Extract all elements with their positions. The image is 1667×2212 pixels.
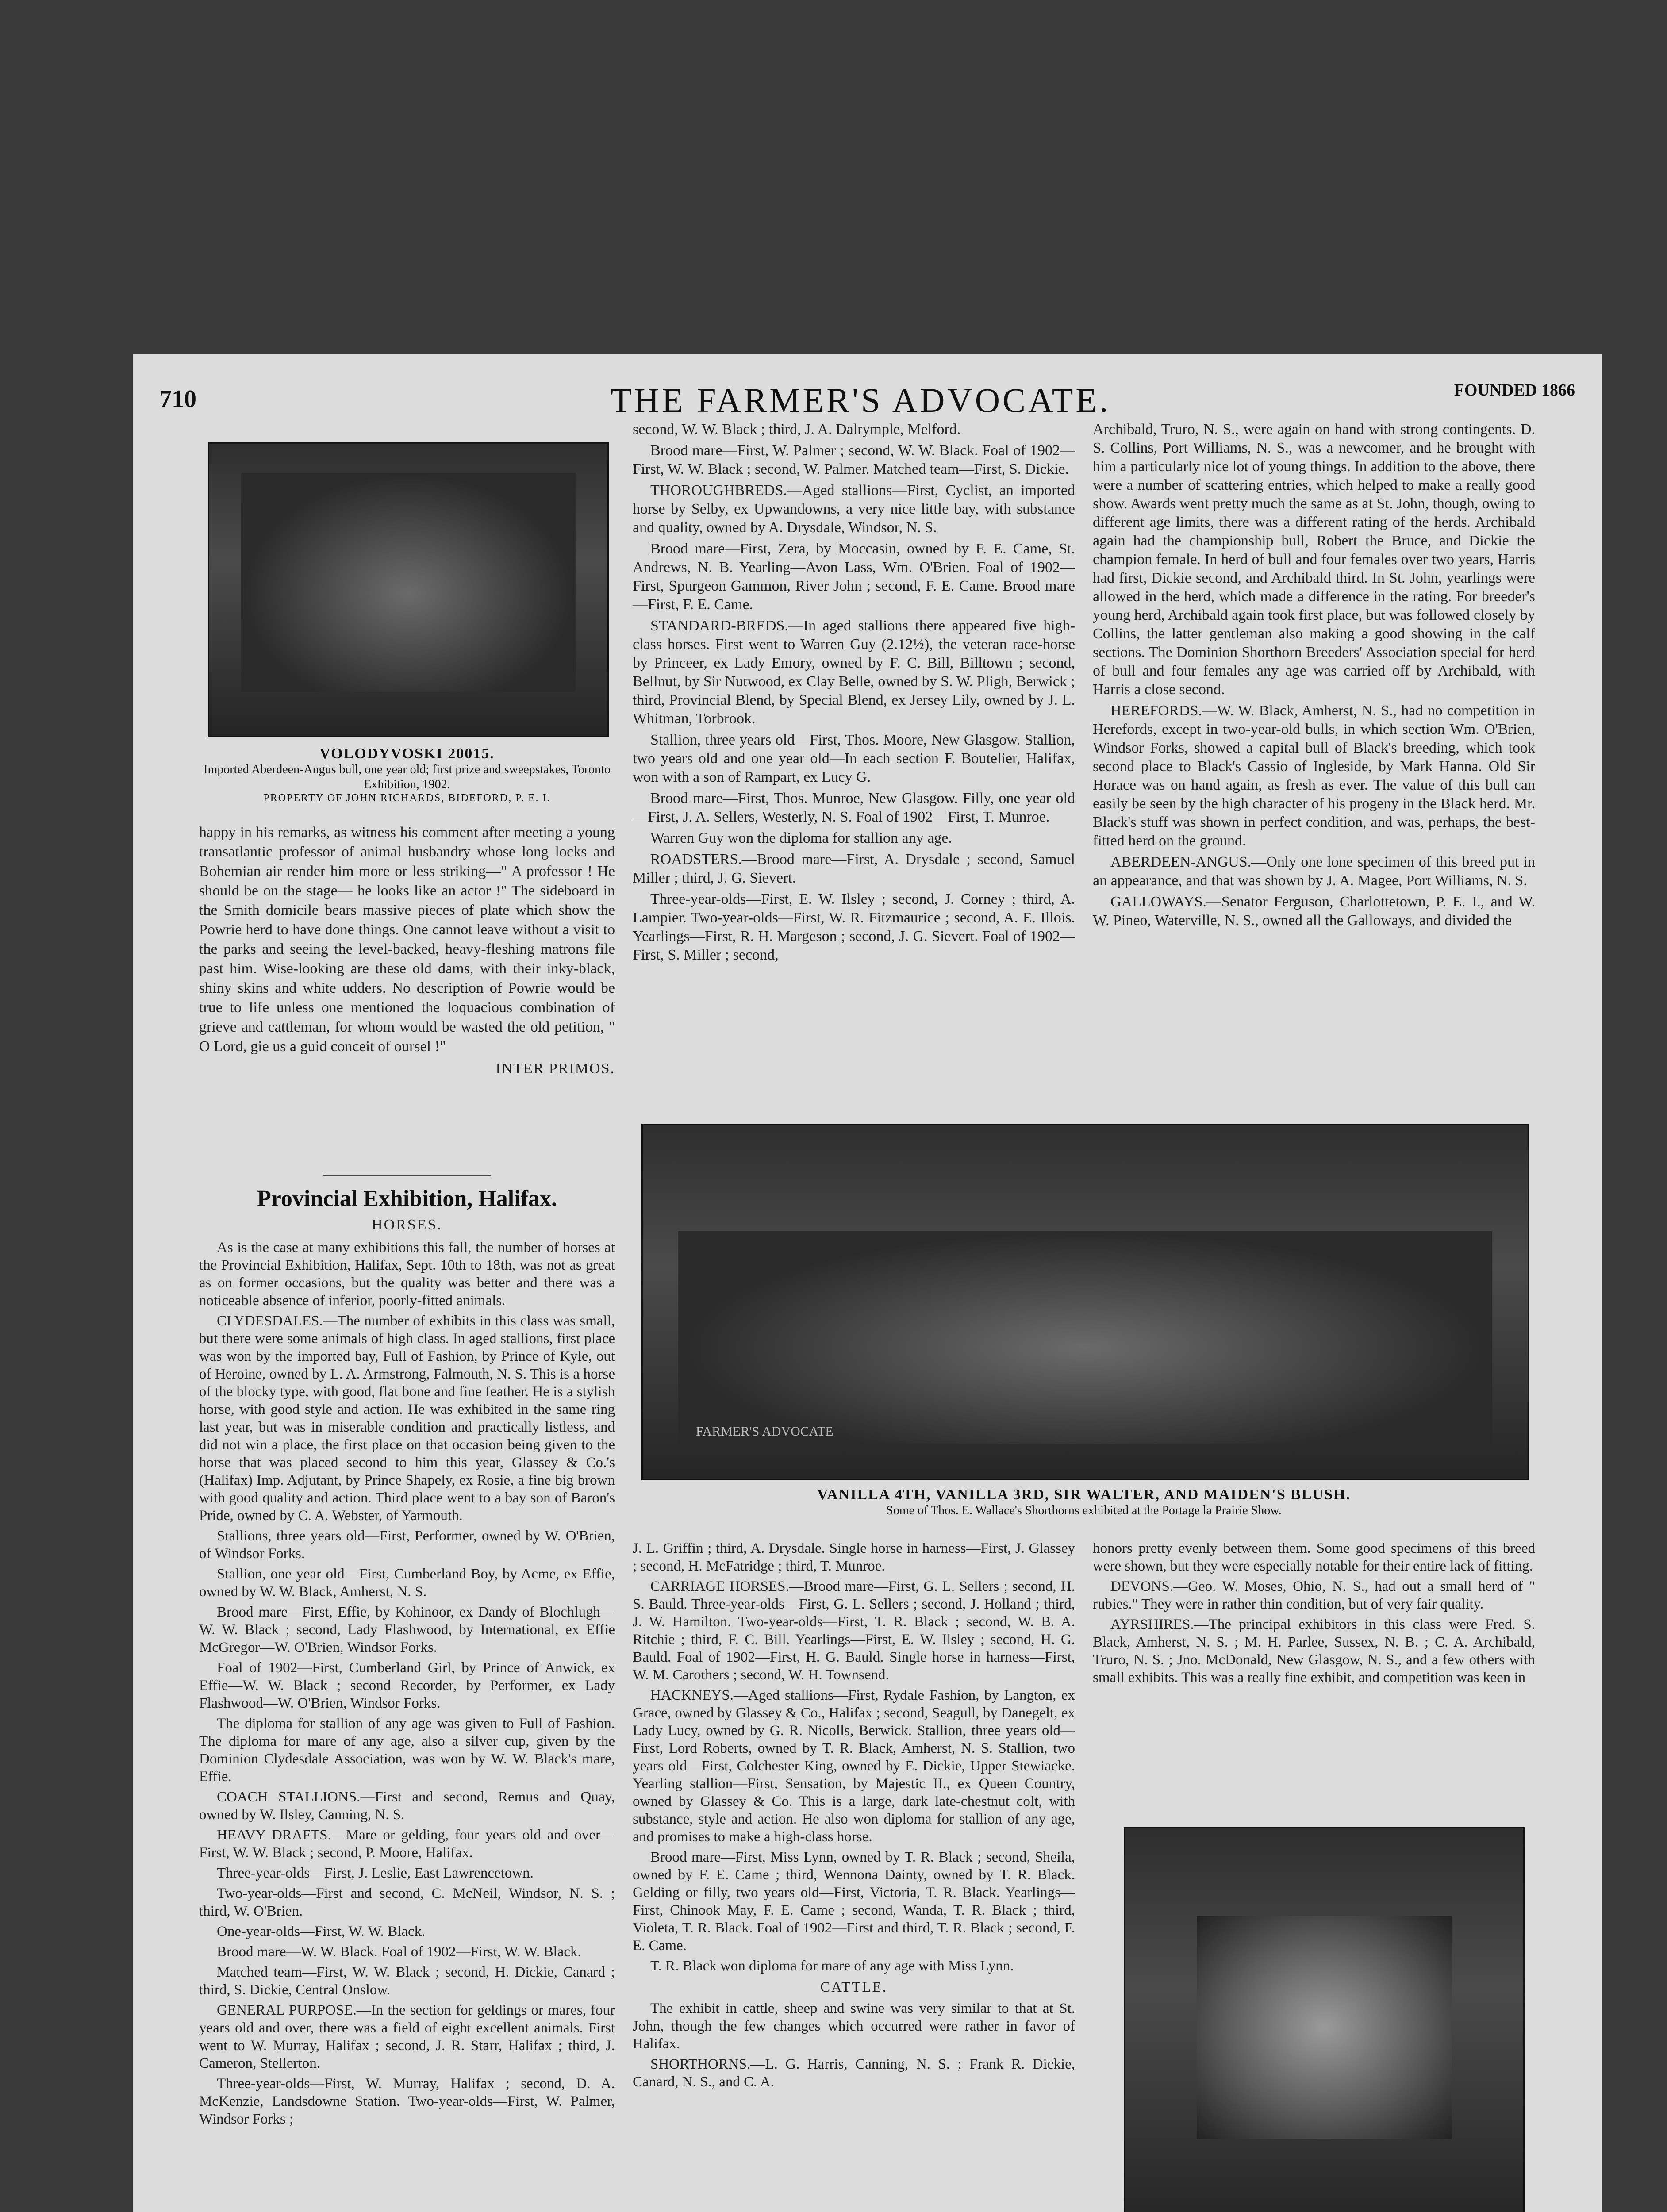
caption-bull-property: PROPERTY OF JOHN RICHARDS, BIDEFORD, P. E. I. <box>263 792 551 804</box>
paragraph: COACH STALLIONS.—First and second, Remus and Quay, owned by W. Ilsley, Canning, N. S. <box>199 1789 615 1823</box>
column-3-upper <box>1093 420 1535 933</box>
paragraph: Brood mare—First, Miss Lynn, owned by T. R. Black ; second, Sheila, owned by F. E. Came ; third, Wennona Dainty, owned by T. R. Black. Gelding or filly, two years old—First, Victoria, T. R. Black. Yearlings—First, Chinook May, F. E. Came ; second, Wanda, T. R. Black ; third, Violeta, T. R. Black. Foal of 1902—First and third, T. R. Black ; second, F. E. Came. <box>633 1849 1075 1954</box>
caption-shorthorns-subtitle: Some of Thos. E. Wallace's Shorthorns exhibited at the Portage la Prairie Show. <box>886 1504 1282 1517</box>
paragraph: HEAVY DRAFTS.—Mare or gelding, four years old and over—First, W. W. Black ; second, P. Moore, Halifax. <box>199 1827 615 1861</box>
paragraph: Archibald, Truro, N. S., were again on hand with strong contingents. D. S. Collins, Port Williams, N. S., was a newcomer, and he brought with him a particularly nice lot of young things. In addition to the above, there were a number of scattering entries, which helped to make a really good show. Awards went pretty much the same as at St. John, though, owing to different age limits, there was a different rating of the herds. Archibald again had the championship bull, Robert the Bruce, and Dickie the champion female. In herd of bull and four females over two years, Harris had first, Dickie second, and Archibald third. In St. John, yearlings were allowed in the herd, which made a difference in the rating. For breeder's young herd, Archibald again took first place, but was followed closely by Collins, the latter gentleman also making a good showing in the calf sections. The Dominion Shorthorn Breeders' Association special for herd of bull and four females any age was carried off by Archibald, with Harris a close second. <box>1093 421 1535 698</box>
photo-stamp: FARMER'S ADVOCATE <box>696 1424 834 1439</box>
photo-shorthorns <box>641 1124 1529 1480</box>
photo-ram-image <box>1197 1916 1452 2139</box>
paragraph: GALLOWAYS.—Senator Ferguson, Charlottetown, P. E. I., and W. W. Pineo, Waterville, N. S., owned all the Galloways, and divided the <box>1093 894 1535 929</box>
caption-bull-title: VOLODYVOSKI 20015. <box>319 745 495 762</box>
article-title: Provincial Exhibition, Halifax. <box>257 1186 557 1211</box>
paragraph: Brood mare—First, Zera, by Moccasin, owned by F. E. Came, St. Andrews, N. B. Yearling—Avon Lass, Wm. O'Brien. Foal of 1902—First, Spurgeon Gammon, River John ; second, F. E. Came. Brood mare—First, F. E. Came. <box>633 541 1075 613</box>
caption-bull <box>199 745 615 804</box>
paragraph: Brood mare—First, Thos. Munroe, New Glasgow. Filly, one year old—First, J. A. Sellers, Westerly, N. S. Foal of 1902—First, T. Munroe. <box>633 790 1075 825</box>
paragraph: SHORTHORNS.—L. G. Harris, Canning, N. S. ; Frank R. Dickie, Canard, N. S., and C. A. <box>633 2056 1075 2090</box>
paragraph: GENERAL PURPOSE.—In the section for geldings or mares, four years old and over, there was a field of eight excellent animals. First went to W. Murray, Halifax ; second, J. R. Starr, Halifax ; third, J. Cameron, Stellerton. <box>199 2002 615 2071</box>
signature: INTER PRIMOS. <box>495 1060 615 1077</box>
paragraph: Matched team—First, W. W. Black ; second, H. Dickie, Canard ; third, S. Dickie, Central Onslow. <box>199 1964 615 1998</box>
paragraph: The exhibit in cattle, sheep and swine was very similar to that at St. John, though the few changes which occurred were rather in favor of Halifax. <box>633 2001 1075 2052</box>
caption-shorthorns-title: VANILLA 4TH, VANILLA 3RD, SIR WALTER, AND MAIDEN'S BLUSH. <box>817 1486 1351 1503</box>
paragraph: Stallion, one year old—First, Cumberland Boy, by Acme, ex Effie, owned by W. W. Black, Amherst, N. S. <box>199 1566 615 1600</box>
paragraph: Brood mare—W. W. Black. Foal of 1902—First, W. W. Black. <box>217 1944 581 1960</box>
paragraph: AYRSHIRES.—The principal exhibitors in this class were Fred. S. Black, Amherst, N. S. ; M. H. Parlee, Sussex, N. B. ; C. A. Archibald, Truro, N. S. ; Jno. McDonald, New Glasgow, N. S., and a few others with small exhibits. This was a really fine exhibit, and competition was keen in <box>1093 1617 1535 1686</box>
paragraph: CLYDESDALES.—The number of exhibits in this class was small, but there were some animals of high class. In aged stallions, first place was won by the imported bay, Full of Fashion, by Prince of Kyle, out of Heroine, owned by L. A. Armstrong, Falmouth, N. S. This is a horse of the blocky type, with good, flat bone and fine feather. He is a stylish horse, with good style and action. He was exhibited in the same ring last year, but was in miserable condition and practically listless, and did not win a place, the first place on that occasion being given to the horse that was placed second to him this year, Glassey & Co.'s (Halifax) Imp. Adjutant, by Prince Shapely, ex Rosie, a fine big brown with good quality and action. Third place went to a bay son of Baron's Pride, owned by C. A. Webster, of Yarmouth. <box>199 1313 615 1524</box>
paragraph: THOROUGHBREDS.—Aged stallions—First, Cyclist, an imported horse by Selby, ex Upwandowns, a very nice little bay, with substance and quality, owned by A. Drysdale, Windsor, N. S. <box>633 482 1075 536</box>
column-2-lower <box>633 1540 1075 2093</box>
paragraph: DEVONS.—Geo. W. Moses, Ohio, N. S., had out a small herd of " rubies." They were in rather thin condition, but of very fair quality. <box>1093 1578 1535 1612</box>
paragraph: As is the case at many exhibitions this fall, the number of horses at the Provincial Exhibition, Halifax, Sept. 10th to 18th, was not as great as on former occasions, but the quality was better and there was a noticeable absence of inferior, poorly-fitted animals. <box>199 1240 615 1309</box>
column-1-lower <box>199 1239 615 2131</box>
column-1-upper <box>199 823 615 1079</box>
paragraph: Two-year-olds—First and second, C. McNeil, Windsor, N. S. ; third, W. O'Brien. <box>199 1886 615 1919</box>
paragraph: Three-year-olds—First, W. Murray, Halifax ; second, D. A. McKenzie, Landsdowne Station. Two-year-olds—First, W. Palmer, Windsor Forks ; <box>199 2076 615 2127</box>
paragraph: honors pretty evenly between them. Some good specimens of this breed were shown, but they were especially notable for their entire lack of fitting. <box>1093 1540 1535 1574</box>
section-subhead-cattle: CATTLE. <box>820 1979 888 1995</box>
paragraph: STANDARD-BREDS.—In aged stallions there appeared five high-class horses. First went to Warren Guy (2.12½), the veteran race-horse by Princeer, ex Lady Emory, owned by F. C. Bill, Billtown ; second, Bellnut, by Sir Nutwood, ex Clay Belle, owned by S. W. Pligh, Berwick ; third, Provincial Blend, by Special Blend, ex Jersey Lily, owned by J. L. Whitman, Torbrook. <box>633 618 1075 727</box>
column-3-lower <box>1093 1540 1535 1689</box>
photo-bull <box>208 442 609 737</box>
masthead-title: THE FARMER'S ADVOCATE. <box>611 381 1111 419</box>
caption-shorthorns <box>641 1486 1526 1518</box>
page-number: 710 <box>159 385 196 413</box>
divider-rule <box>323 1175 491 1176</box>
paragraph: CARRIAGE HORSES.—Brood mare—First, G. L. Sellers ; second, H. S. Bauld. Three-year-olds—First, G. L. Sellers ; second, J. Holland ; third, J. W. Hamilton. Two-year-olds—First, T. R. Black ; second, W. B. A. Ritchie ; third, F. C. Bill. Yearlings—First, E. W. Ilsley ; second, H. G. Bauld. Foal of 1902—First, H. G. Bauld. Single horse in harness—First, W. M. Carothers ; second, W. H. Townsend. <box>633 1578 1075 1683</box>
caption-bull-subtitle: Imported Aberdeen-Angus bull, one year old; first prize and sweepstakes, Toronto Exhibition, 1902. <box>204 763 611 791</box>
photo-ram <box>1124 1827 1525 2212</box>
paragraph: Warren Guy won the diploma for stallion any age. <box>650 830 952 846</box>
paragraph: T. R. Black won diploma for mare of any age with Miss Lynn. <box>650 1958 1014 1974</box>
paragraph: Three-year-olds—First, J. Leslie, East Lawrencetown. <box>217 1865 534 1881</box>
newspaper-page <box>133 354 1602 2212</box>
paragraph: One-year-olds—First, W. W. Black. <box>217 1924 426 1939</box>
paragraph: Brood mare—First, Effie, by Kohinoor, ex Dandy of Blochlugh—W. W. Black ; second, Lady Flashwood, by International, ex Effie McGregor—W. O'Brien, Windsor Forks. <box>199 1604 615 1655</box>
photo-bull-image <box>241 473 576 692</box>
paragraph: The diploma for stallion of any age was given to Full of Fashion. The diploma for mare of any age, also a silver cup, given by the Dominion Clydesdale Association, was won by W. W. Black's mare, Effie. <box>199 1716 615 1785</box>
paragraph: second, W. W. Black ; third, J. A. Dalrymple, Melford. <box>633 421 961 438</box>
paragraph: Foal of 1902—First, Cumberland Girl, by Prince of Anwick, ex Effie—W. W. Black ; second Recorder, by Performer, ex Lady Flashwood—W. O'Brien, Windsor Forks. <box>199 1660 615 1711</box>
section-subhead-horses: HORSES. <box>372 1217 442 1233</box>
photo-shorthorns-image <box>678 1231 1492 1444</box>
paragraph: Three-year-olds—First, E. W. Ilsley ; second, J. Corney ; third, A. Lampier. Two-year-olds—First, W. R. Fitzmaurice ; second, A. E. Illois. Yearlings—First, R. H. Margeson ; second, J. G. Sievert. Foal of 1902—First, S. Miller ; second, <box>633 891 1075 963</box>
paragraph: ROADSTERS.—Brood mare—First, A. Drysdale ; second, Samuel Miller ; third, J. G. Sievert. <box>633 851 1075 886</box>
paragraph: ABERDEEN-ANGUS.—Only one lone specimen of this breed put in an appearance, and that was shown by J. A. Magee, Port Williams, N. S. <box>1093 854 1535 889</box>
paragraph: Brood mare—First, W. Palmer ; second, W. W. Black. Foal of 1902—First, W. W. Black ; second, W. Palmer. Matched team—First, S. Dickie. <box>633 442 1075 477</box>
paragraph: HEREFORDS.—W. W. Black, Amherst, N. S., had no competition in Herefords, except in two-year-old bulls, in which section Wm. O'Brien, Windsor Forks, showed a capital bull of Black's breeding, which took second place to Black's Cassio of Ingleside, by Mark Hanna. Old Sir Horace was on hand again, as fresh as ever. The value of this bull can easily be seen by the high character of his progeny in the Black herd. Mr. Black's stuff was shown in perfect condition, and was, perhaps, the best-fitted herd on the ground. <box>1093 703 1535 849</box>
paragraph: happy in his remarks, as witness his comment after meeting a young transatlantic professor of animal husbandry whose long locks and Bohemian air render him more or less striking—" A professor ! He should be on the stage— he looks like an actor !" The sideboard in the Smith domicile bears massive pieces of plate which show the Powrie herd to have done things. One cannot leave without a visit to the parks and seeing the level-backed, heavy-fleshing matrons file past him. Wise-looking are these old dams, with their inky-black, shiny skins and white udders. No description of Powrie would be true to life unless one mentioned the loquacious combination of grieve and cattleman, for whom would be wasted the old petition, " O Lord, gie us a guid conceit of oursel !" <box>199 824 615 1055</box>
paragraph: J. L. Griffin ; third, A. Drysdale. Single horse in harness—First, J. Glassey ; second, H. McFatridge ; third, T. Munroe. <box>633 1540 1075 1574</box>
paragraph: Stallions, three years old—First, Performer, owned by W. O'Brien, of Windsor Forks. <box>199 1528 615 1562</box>
founded-label: FOUNDED 1866 <box>1454 381 1575 399</box>
paragraph: HACKNEYS.—Aged stallions—First, Rydale Fashion, by Langton, ex Grace, owned by Glassey & Co., Halifax ; second, Seagull, by Danegelt, ex Lady Lucy, owned by G. R. Nicolls, Berwick. Stallion, three years old—First, Lord Roberts, owned by T. R. Black, Amherst, N. S. Stallion, two years old—First, Colchester King, owned by E. Dickie, Upper Stewiacke. Yearling stallion—First, Sensation, by Majestic II., ex Queen Country, owned by Glassey & Co. This is a large, dark late-chestnut colt, with substance, style and action. He also won diploma for stallion of any age, and promises to make a high-class horse. <box>633 1687 1075 1845</box>
paragraph: Stallion, three years old—First, Thos. Moore, New Glasgow. Stallion, two years old and one year old—In each section F. Boutelier, Halifax, won with a son of Rampart, ex Lucy G. <box>633 732 1075 785</box>
column-2-upper <box>633 420 1075 967</box>
